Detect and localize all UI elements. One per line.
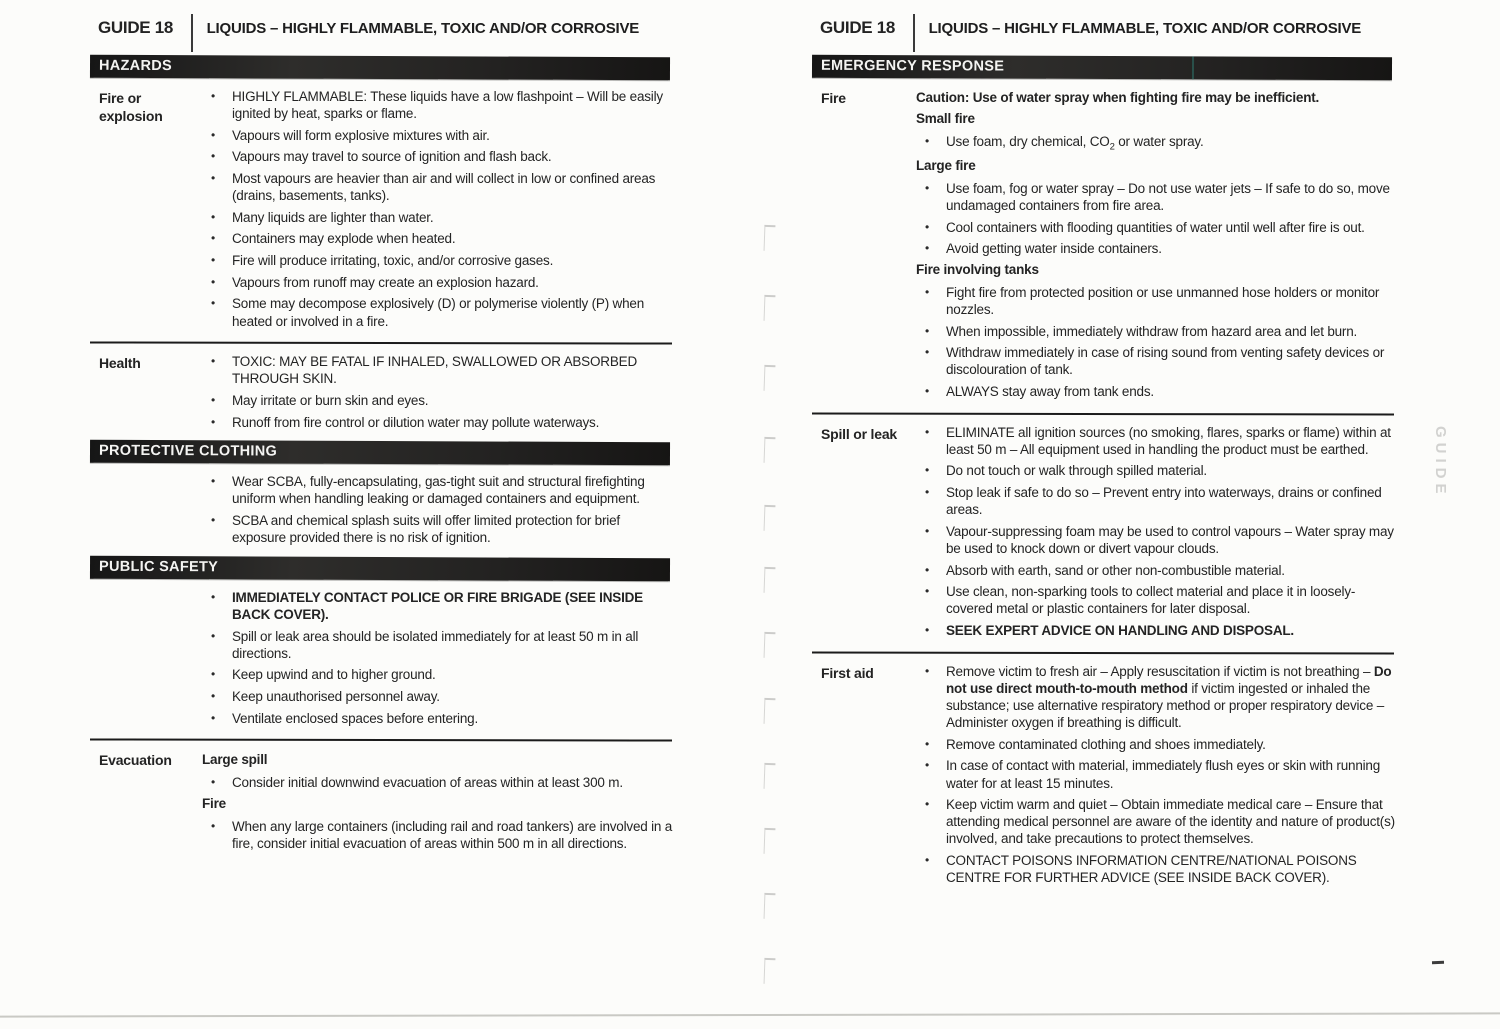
bullet-text: ALWAYS stay away from tank ends.: [946, 384, 1154, 400]
bullet-icon: •: [211, 513, 216, 528]
bullet-text: Keep victim warm and quiet – Obtain immediate medical care – Ensure that attending medical personnel are aware of the identity and nature of product(s) involved, and take precautions to protect themselves.: [946, 797, 1395, 847]
bullet-icon: •: [925, 345, 930, 360]
list-item: [202, 628, 673, 662]
bullet-text: Withdraw immediately in case of rising sound from venting safety devices or discolouration of tank.: [946, 345, 1385, 378]
bullet-icon: •: [925, 797, 930, 812]
bullet-text: [946, 133, 1204, 154]
row-content: [202, 353, 675, 435]
bullet-list: [202, 628, 673, 727]
list-item: [202, 148, 673, 165]
page-title: LIQUIDS – HIGHLY FLAMMABLE, TOXIC AND/OR CORROSIVE: [928, 20, 1362, 37]
bullet-icon: •: [211, 589, 216, 604]
bullet-icon: •: [211, 296, 216, 311]
bullet-text: Absorb with earth, sand or other non-combustible material.: [946, 562, 1285, 578]
bullet-list: [916, 284, 1395, 400]
bullet-list: [202, 88, 673, 330]
bullet-icon: •: [925, 241, 930, 256]
bullet-icon: •: [925, 584, 930, 599]
list-item: [916, 284, 1395, 318]
bullet-icon: •: [925, 562, 930, 577]
section-bar-public-safety: [90, 556, 670, 582]
list-item: [916, 736, 1395, 753]
bullet-text: Stop leak if safe to do so – Prevent entry into waterways, drains or confined areas.: [946, 485, 1382, 518]
bullet-icon: •: [211, 89, 216, 103]
section-health: [90, 344, 675, 435]
bar-scan-artifact: [1192, 56, 1194, 79]
bullet-icon: •: [211, 149, 216, 164]
bullet-list: [916, 424, 1395, 618]
list-item: [202, 230, 673, 247]
row-content: [916, 663, 1397, 891]
list-item: [916, 757, 1395, 791]
bullet-list: [202, 353, 673, 431]
row-label: Fire: [821, 90, 846, 106]
scan-corner-mark: [1432, 961, 1444, 964]
bullet-text: Spill or leak area should be isolated immediately for at least 50 m in all directions.: [232, 628, 639, 661]
bullet-icon: •: [211, 274, 216, 289]
bullet-text: Many liquids are lighter than water.: [232, 209, 434, 225]
bullet-icon: •: [925, 663, 930, 678]
list-item: [916, 133, 1395, 154]
subheading-small-fire: Small fire: [916, 110, 975, 126]
section-bar-protective-clothing: [90, 440, 670, 466]
bullet-text: Use foam, fog or water spray – Do not use water jets – If safe to do so, move undamaged containers from fire area.: [946, 180, 1390, 214]
binding-mark: [764, 632, 776, 658]
section-public-safety: [90, 580, 675, 731]
row-content: [202, 750, 675, 856]
book-binding-marks: [758, 0, 788, 1029]
row-label: Spill or leak: [821, 425, 897, 442]
list-item: [916, 383, 1395, 400]
row-label: [90, 473, 202, 551]
bullet-icon: •: [211, 354, 216, 369]
bullet-text: CONTACT POISONS INFORMATION CENTRE/NATIONAL POISONS CENTRE FOR FURTHER ADVICE (SEE INSIDE BACK COVER).: [946, 853, 1357, 886]
bullet-icon: •: [925, 623, 930, 638]
bullet-list: [916, 180, 1395, 258]
page-right: [812, 8, 1397, 891]
bullet-text: Ventilate enclosed spaces before entering.: [232, 710, 479, 726]
bullet-text: Fire will produce irritating, toxic, and/or corrosive gases.: [232, 253, 554, 269]
list-item: [916, 240, 1395, 257]
binding-mark: [764, 698, 776, 724]
section-first-aid: [812, 654, 1397, 891]
binding-mark: [764, 437, 776, 463]
bullet-icon: •: [925, 323, 930, 338]
bullet-text: Vapour-suppressing foam may be used to control vapours – Water spray may be used to knock down or divert vapour clouds.: [946, 523, 1394, 556]
list-item: [916, 323, 1395, 340]
section-protective-clothing: [90, 464, 675, 551]
bullet-text: SCBA and chemical splash suits will offer limited protection for brief exposure provided there is no risk of ignition.: [232, 513, 620, 546]
bullet-icon: •: [211, 171, 216, 186]
bullet-icon: •: [925, 758, 930, 773]
bullet-icon: •: [211, 689, 216, 704]
list-item: [202, 710, 673, 727]
bullet-text: Use clean, non-sparking tools to collect material and place it in loosely-covered metal or plastic containers for later disposal.: [946, 584, 1356, 617]
row-content: [202, 88, 675, 334]
list-item: [202, 774, 673, 791]
binding-mark: [764, 763, 776, 789]
section-bar-hazards: [90, 55, 670, 81]
bullet-text: Wear SCBA, fully-encapsulating, gas-tight suit and structural firefighting uniform when handling leaking or damaged containers and equipment.: [232, 474, 645, 507]
bullet-icon: •: [211, 414, 216, 429]
bullet-text: Fight fire from protected position or use unmanned hose holders or monitor nozzles.: [946, 284, 1380, 317]
bullet-text: IMMEDIATELY CONTACT POLICE OR FIRE BRIGADE (SEE INSIDE BACK COVER).: [232, 589, 643, 622]
row-label: Fire or explosion: [99, 90, 163, 124]
list-item: [916, 484, 1395, 518]
list-item: [202, 209, 673, 226]
bullet-icon: •: [211, 209, 216, 224]
caution-note: Caution: Use of water spray when fighting fire may be inefficient.: [916, 90, 1320, 105]
bullet-icon: •: [925, 463, 930, 478]
list-item: [916, 219, 1395, 236]
binding-mark: [764, 958, 776, 984]
bullet-text: Remove contaminated clothing and shoes immediately.: [946, 736, 1266, 752]
bullet-text: Vapours will form explosive mixtures with air.: [232, 127, 490, 143]
bullet-text: Consider initial downwind evacuation of areas within at least 300 m.: [232, 775, 623, 791]
bullet-text: Vapours from runoff may create an explosion hazard.: [232, 274, 539, 290]
bullet-text: TOXIC: MAY BE FATAL IF INHALED, SWALLOWED OR ABSORBED THROUGH SKIN.: [232, 354, 637, 387]
list-item: [202, 589, 673, 623]
binding-mark: [764, 295, 776, 321]
list-item: [202, 88, 673, 122]
section-bar-emergency-response: [812, 55, 1392, 81]
subheading-large-fire: Large fire: [916, 158, 976, 173]
list-item: [916, 344, 1395, 378]
binding-mark: [764, 505, 776, 531]
bullet-text: Do not touch or walk through spilled material.: [946, 463, 1207, 479]
bullet-icon: •: [925, 523, 930, 538]
scan-edge-line: [0, 1012, 1500, 1017]
bullet-text-segment: Use foam, dry chemical, CO: [946, 133, 1110, 149]
list-item: [916, 424, 1395, 458]
row-label: Evacuation: [99, 752, 172, 769]
binding-mark: [764, 828, 776, 854]
bullet-icon: •: [211, 253, 216, 268]
row-label: First aid: [821, 664, 874, 681]
bullet-icon: •: [211, 775, 216, 790]
bullet-text: HIGHLY FLAMMABLE: These liquids have a low flashpoint – Will be easily ignited by heat, sparks or flame.: [232, 89, 663, 122]
page-left: [90, 8, 675, 856]
bullet-text: ELIMINATE all ignition sources (no smoking, flares, sparks or flame) within at least 50 m – All equipment used in handling the product must be earthed.: [946, 424, 1391, 457]
section-bar-label: PUBLIC SAFETY: [98, 558, 219, 576]
list-item: [202, 295, 673, 329]
bullet-icon: •: [211, 667, 216, 682]
list-item: [916, 562, 1395, 579]
list-item: [202, 170, 673, 204]
section-bar-label: PROTECTIVE CLOTHING: [98, 443, 278, 460]
page-left-header: [90, 8, 675, 56]
section-bar-label: HAZARDS: [98, 57, 173, 75]
bullet-text: Avoid getting water inside containers.: [946, 241, 1162, 257]
bullet-icon: •: [925, 485, 930, 500]
bullet-icon: •: [211, 710, 216, 725]
bullet-icon: •: [925, 853, 930, 868]
bullet-list: [916, 736, 1395, 887]
list-item: [916, 462, 1395, 479]
list-item: [202, 818, 673, 852]
guide-number: GUIDE 18: [820, 18, 896, 37]
subheading-fire-involving-tanks: Fire involving tanks: [916, 261, 1039, 277]
subheading-large-spill: Large spill: [202, 752, 268, 768]
section-spill-or-leak: [812, 415, 1397, 644]
bullet-icon: •: [925, 384, 930, 399]
bullet-text: Keep upwind and to higher ground.: [232, 667, 436, 683]
list-item: [916, 180, 1395, 214]
header-divider: [191, 14, 193, 52]
bullet-text-bold-segment: Do not use direct mouth-to-mouth method: [946, 663, 1392, 696]
bullet-icon: •: [925, 180, 930, 195]
list-item: [202, 688, 673, 705]
section-evacuation: [90, 741, 675, 856]
list-item: [916, 852, 1395, 886]
row-content: [202, 589, 675, 731]
bullet-text: When any large containers (including rail and road tankers) are involved in a fire, consider initial evacuation of areas within 500 m in all directions.: [232, 818, 673, 851]
bullet-icon: •: [925, 424, 930, 439]
list-item: [916, 796, 1395, 847]
row-content: [916, 424, 1397, 644]
bullet-text: May irritate or burn skin and eyes.: [232, 392, 429, 408]
row-content: [202, 473, 675, 551]
bullet-text: When impossible, immediately withdraw from hazard area and let burn.: [946, 323, 1358, 339]
binding-mark: [764, 567, 776, 593]
binding-mark: [764, 225, 776, 251]
bullet-icon: •: [211, 818, 216, 833]
list-item: [916, 523, 1395, 557]
co2-subscript: 2: [1109, 141, 1115, 153]
bullet-text: SEEK EXPERT ADVICE ON HANDLING AND DISPOSAL.: [946, 623, 1294, 639]
section-fire-response: [812, 79, 1397, 405]
bullet-text: Most vapours are heavier than air and will collect in low or confined areas (drains, basements, tanks).: [232, 171, 656, 204]
section-bar-label: EMERGENCY RESPONSE: [820, 57, 1005, 75]
bullet-text: Containers may explode when heated.: [232, 231, 456, 247]
bullet-text-segment: or water spray.: [1114, 133, 1204, 149]
row-label: [90, 589, 202, 731]
binding-mark: [764, 365, 776, 391]
header-divider: [913, 14, 915, 52]
bullet-text: Cool containers with flooding quantities of water until well after fire is out.: [946, 219, 1365, 235]
list-item: [202, 353, 673, 387]
list-item: [202, 512, 673, 546]
page-title: LIQUIDS – HIGHLY FLAMMABLE, TOXIC AND/OR CORROSIVE: [206, 20, 640, 37]
bullet-list: [202, 473, 673, 546]
guide-number: GUIDE 18: [98, 18, 174, 37]
list-item: [202, 473, 673, 507]
page-edge-ghost-text: GUIDE: [1432, 426, 1449, 499]
bullet-icon: •: [211, 392, 216, 407]
bullet-icon: •: [925, 736, 930, 751]
bullet-icon: •: [211, 474, 216, 489]
bullet-icon: •: [211, 127, 216, 142]
list-item: [916, 663, 1395, 732]
list-item: [916, 583, 1395, 617]
list-item: [202, 666, 673, 683]
bullet-icon: •: [211, 628, 216, 643]
bullet-icon: •: [925, 133, 930, 148]
list-item: [202, 127, 673, 144]
list-item: [202, 392, 673, 409]
list-item: [202, 414, 673, 431]
bullet-text: Keep unauthorised personnel away.: [232, 689, 440, 705]
page-right-header: [812, 8, 1397, 56]
bullet-text-segment: Remove victim to fresh air – Apply resuscitation if victim is not breathing –: [946, 663, 1374, 679]
bullet-text-segment: if victim ingested or inhaled the substance; use alternative respiratory method or proper respiratory device – Administer oxygen if breathing is difficult.: [946, 680, 1385, 731]
bullet-text: In case of contact with material, immediately flush eyes or skin with running water for at least 15 minutes.: [946, 758, 1381, 791]
bullet-icon: •: [925, 219, 930, 234]
bullet-icon: •: [925, 284, 930, 299]
row-label: Health: [99, 355, 141, 372]
bullet-icon: •: [211, 231, 216, 246]
subheading-fire: Fire: [202, 795, 226, 811]
bullet-text: Vapours may travel to source of ignition and flash back.: [232, 149, 552, 165]
section-fire-or-explosion: [90, 79, 675, 334]
list-item: [202, 274, 673, 291]
list-item: [202, 252, 673, 269]
bullet-text: Some may decompose explosively (D) or polymerise violently (P) when heated or involved in a fire.: [232, 296, 645, 329]
row-content: [916, 88, 1397, 405]
bullet-text: [946, 663, 1395, 732]
list-item: [916, 622, 1395, 639]
binding-mark: [764, 893, 776, 919]
bullet-text: Runoff from fire control or dilution water may pollute waterways.: [232, 414, 600, 430]
